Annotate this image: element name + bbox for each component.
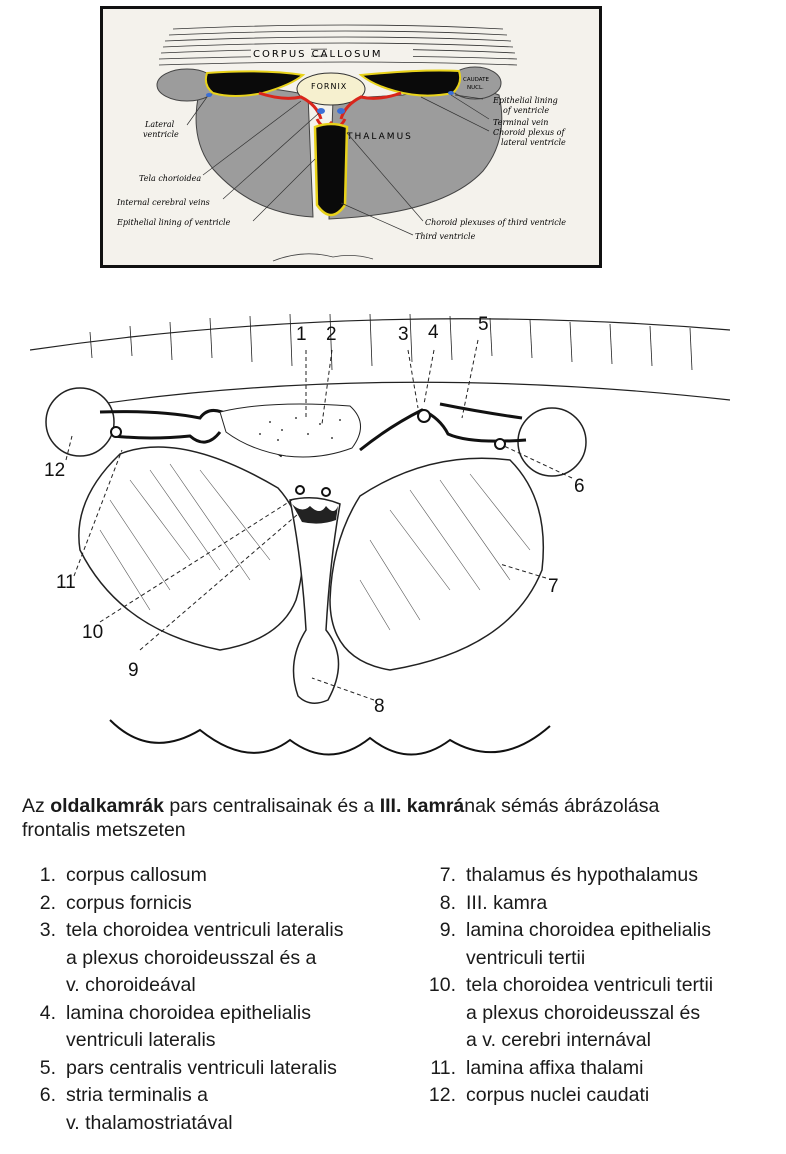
caption-bold1: oldalkamrák xyxy=(50,795,164,817)
base-contour xyxy=(110,720,550,755)
num-1: 1 xyxy=(296,324,307,345)
thalamus-label: THALAMUS xyxy=(347,132,413,142)
third-ventricle xyxy=(315,124,347,215)
legend-num: 2. xyxy=(39,891,56,914)
caudate-nucleus-right xyxy=(518,408,586,476)
num-12: 12 xyxy=(44,460,66,481)
legend-num: 8. xyxy=(439,891,456,914)
caption-part1: Az xyxy=(22,795,51,817)
thalamus-left xyxy=(79,447,303,650)
legend-num: 6. xyxy=(39,1084,56,1106)
schematic-figure xyxy=(30,300,760,780)
gray-anatomy-svg xyxy=(103,9,599,265)
legend-item xyxy=(20,917,410,1000)
legend-text: corpus nuclei caudati xyxy=(466,1084,650,1106)
caudate-label-2: NUCL. xyxy=(467,85,484,91)
legend-num: 11. xyxy=(430,1056,456,1079)
legend-num: 10. xyxy=(428,974,456,996)
legend-item xyxy=(20,1055,410,1083)
fornix-label: FORNIX xyxy=(311,82,348,91)
caption-line2: frontalis metszeten xyxy=(22,819,186,841)
legend-text: III. kamra xyxy=(466,891,548,914)
num-7: 7 xyxy=(548,576,559,597)
num-6: 6 xyxy=(574,476,585,497)
legend-num: 4. xyxy=(39,1001,56,1024)
corpus-callosum-label: CORPUS CALLOSUM xyxy=(253,49,383,60)
fornix-body xyxy=(220,404,361,457)
lateral-ventricle-right xyxy=(361,71,460,96)
legend-num: 1. xyxy=(39,864,56,886)
num-9: 9 xyxy=(128,660,139,681)
caption-bold2: III. kamrá xyxy=(379,795,465,817)
label-choroid-plexuses-third: Choroid plexuses of third ventricle xyxy=(425,218,567,227)
legend-num: 3. xyxy=(39,919,56,941)
legend-text: lamina affixa thalami xyxy=(466,1056,644,1079)
caudate-label-1: CAUDATE xyxy=(463,77,489,83)
legend-num: 12. xyxy=(428,1084,456,1106)
legend-item xyxy=(420,972,780,1055)
num-11: 11 xyxy=(56,572,76,593)
label-choroid-plexus-lateral-1: Choroid plexus of xyxy=(493,128,565,137)
legend-num: 9. xyxy=(439,919,456,941)
legend-item xyxy=(420,1082,780,1110)
legend-text: corpus callosum xyxy=(66,864,207,886)
legend-text: corpus fornicis xyxy=(66,891,192,914)
legend-text: lamina choroidea epithelialis ventriculi lateralis xyxy=(66,1001,311,1051)
num-2: 2 xyxy=(326,324,337,345)
label-third-ventricle: Third ventricle xyxy=(415,232,476,241)
label-epithelial-lining-left: Epithelial lining of ventricle xyxy=(117,218,231,227)
legend-num: 5. xyxy=(39,1056,56,1079)
legend-item xyxy=(20,862,410,890)
num-5: 5 xyxy=(478,314,489,335)
legend-item xyxy=(20,1000,410,1055)
caption-part3: nak sémás ábrázolása xyxy=(464,795,660,817)
corpus-callosum-schematic xyxy=(30,314,730,410)
num-10: 10 xyxy=(82,622,104,643)
label-epithelial-lining-right-2: of ventricle xyxy=(503,106,550,115)
legend-text: tela choroidea ventriculi tertii a plexus choroideusszal és a v. cerebri internával xyxy=(466,974,714,1051)
legend-left xyxy=(20,862,410,1137)
num-8: 8 xyxy=(374,696,385,717)
legend-item xyxy=(420,890,780,918)
legend-text: pars centralis ventriculi lateralis xyxy=(66,1056,337,1079)
legend-right xyxy=(420,862,780,1110)
label-choroid-plexus-lateral-2: lateral ventricle xyxy=(501,138,566,147)
thalamus-right xyxy=(330,458,543,670)
label-terminal-vein: Terminal vein xyxy=(493,118,549,127)
caption-part2: pars centralisainak és a xyxy=(164,795,380,817)
legend-item xyxy=(20,890,410,918)
legend-num: 7. xyxy=(439,864,456,886)
num-4: 4 xyxy=(428,322,439,343)
legend-text: lamina choroidea epithelialis ventriculi tertii xyxy=(466,919,711,969)
label-epithelial-lining-right-1: Epithelial lining xyxy=(493,96,558,105)
legend-item xyxy=(420,1055,780,1083)
legend-item xyxy=(420,862,780,890)
legend-text: tela choroidea ventriculi lateralis a plexus choroideusszal és a v. choroideával xyxy=(66,919,344,996)
caudate-nucleus-left xyxy=(46,388,114,456)
label-tela-chorioidea: Tela chorioidea xyxy=(139,174,202,183)
label-lateral-ventricle-1: Lateral xyxy=(145,120,175,129)
label-internal-cerebral-veins: Internal cerebral veins xyxy=(117,198,210,207)
schematic-svg xyxy=(30,300,760,780)
legend-item xyxy=(420,917,780,972)
legend-text: stria terminalis a v. thalamostriatával xyxy=(66,1084,233,1134)
figure-caption xyxy=(22,794,762,842)
gray-anatomy-figure xyxy=(100,6,602,268)
legend-item xyxy=(20,1082,410,1137)
label-lateral-ventricle-2: ventricle xyxy=(143,130,179,139)
num-3: 3 xyxy=(398,324,409,345)
thalamus xyxy=(196,87,313,217)
legend-text: thalamus és hypothalamus xyxy=(466,864,698,886)
thalamus-right xyxy=(329,88,502,219)
